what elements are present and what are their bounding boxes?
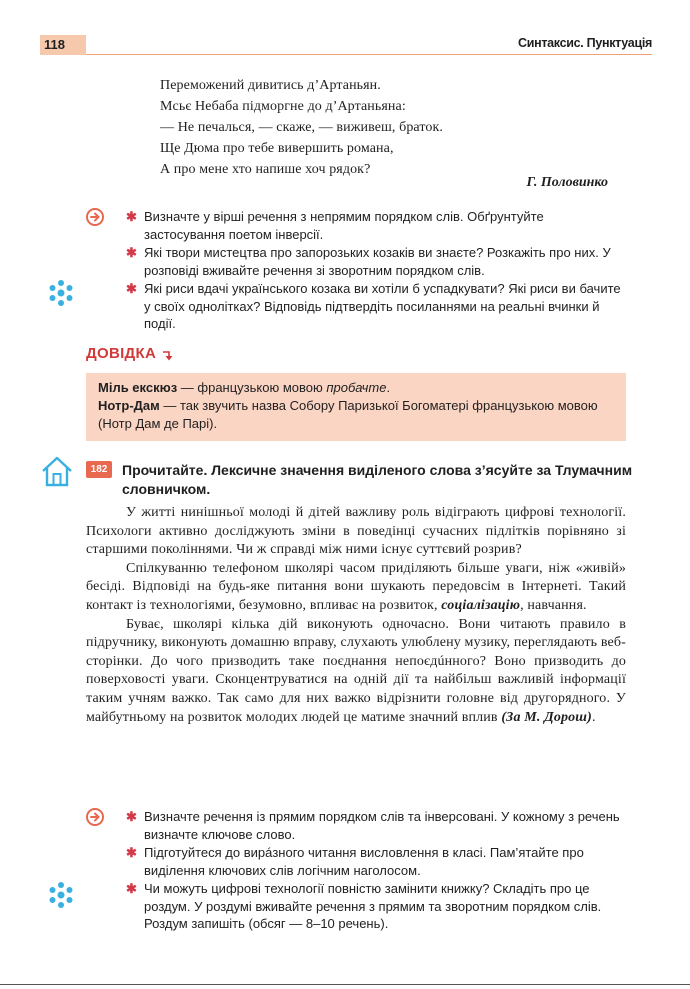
task-list-1	[126, 208, 626, 334]
article-text	[86, 504, 626, 727]
home-icon	[40, 455, 74, 489]
task-item: ✱ Визначте у вірші речення з непрямим порядком слів. Обґрунтуйте застосування поетом інверсії.	[126, 209, 544, 242]
highlighted-word: соціалізацію	[441, 597, 521, 613]
arrow-right-icon	[86, 808, 104, 826]
poem-line: Переможений дивитись д’Артаньян.	[160, 78, 381, 93]
asterisk-icon: ✱	[126, 245, 137, 260]
asterisk-icon: ✱	[126, 281, 137, 296]
arrow-down-icon	[162, 348, 176, 362]
paragraph: Спілкуванню телефоном школярі часом приділяють більше уваги, ніж «живій» бесіді. Відповіді на будь-яке питання вони шукають передовсім в Інтернеті. Такий контакт із технологіями, безумовно, впливає на розвиток, соціалізацію, навчання.	[86, 560, 626, 613]
poem-line: А про мене хто напише хоч рядок?	[160, 162, 371, 177]
snowflake-icon	[46, 880, 76, 910]
header-rule	[86, 54, 652, 55]
reference-entry: Міль екскюз — французькою мовою пробачте.	[98, 380, 391, 395]
exercise-title: Прочитайте. Лексичне значення виділеного слова з’ясуйте за Тлумачним словничком.	[122, 462, 633, 497]
task-list-2	[126, 808, 626, 934]
asterisk-icon: ✱	[126, 209, 137, 224]
asterisk-icon: ✱	[126, 881, 137, 896]
paragraph: У житті нинішньої молоді й дітей важливу роль відіграють цифрові технології. Психологи активно досліджують зміни в поведінці сучасних підлітків порівняно зі старшими поколіннями. Чи ж справді між ними існує суттєвий розрив?	[86, 505, 626, 558]
poem-line: Мсьє Небаба підморгне до д’Артаньяна:	[160, 99, 406, 114]
snowflake-icon	[46, 278, 76, 308]
task-item: ✱ Підготуйтеся до вирáзного читання висловлення в класі. Пам’ятайте про виділення ключових слів логічним наголосом.	[126, 845, 584, 878]
task-item: ✱ Визначте речення із прямим порядком слів та інверсовані. У кожному з речень визначте ключове слово.	[126, 809, 620, 842]
reference-entry: Нотр-Дам — так звучить назва Собору Паризької Богоматері французькою мовою (Нотр Дам де Парі).	[98, 398, 598, 431]
bottom-rule	[0, 984, 690, 985]
task-item: ✱ Які риси вдачі українського козака ви хотіли б успадкувати? Які риси ви бачите у своїх однолітках? Відповідь підтвердіть посиланнями на реальні вчинки й події.	[126, 281, 621, 331]
task-item: ✱ Чи можуть цифрові технології повністю замінити книжку? Складіть про це роздум. У роздумі вживайте речення з прямим та зворотним порядком слів. Роздум запишіть (обсяг — 8–10 речень).	[126, 881, 602, 931]
task-item: ✱ Які твори мистецтва про запорозьких козаків ви знаєте? Розкажіть про них. У розповіді вживайте речення зі зворотним порядком слів.	[126, 245, 611, 278]
arrow-right-icon	[86, 208, 104, 226]
poem-line: Ще Дюма про тебе вивершить романа,	[160, 141, 394, 156]
section-title: Синтаксис. Пунктуація	[517, 36, 652, 50]
poem-author: Г. Половинко	[526, 175, 608, 190]
poem	[160, 75, 560, 180]
reference-label: ДОВІДКА	[86, 345, 157, 362]
paragraph: Буває, школярі кілька дій виконують одночасно. Вони читають правило в підручнику, виконують домашню вправу, слухають улюблену музику, переглядають веб-сторінки. До чого призводить таке поєднання непоєдúнного? Воно призводить до поверховості уваги. Сконцентруватися на одній дії та найбільш важливій інформації таким учням важко. Так само для них важко відрізнити головне від другорядного. У майбутньому на розвиток молодих людей це матиме значний вплив (За М. Дорош).	[86, 616, 626, 725]
asterisk-icon: ✱	[126, 845, 137, 860]
page-header	[40, 35, 652, 57]
asterisk-icon: ✱	[126, 809, 137, 824]
exercise-number: 182	[86, 461, 112, 478]
source-citation: (За М. Дорош)	[501, 709, 592, 725]
poem-line: — Не печалься, — скаже, — виживеш, браток.	[160, 120, 444, 135]
page-number: 118	[40, 35, 86, 55]
reference-box	[86, 373, 626, 441]
